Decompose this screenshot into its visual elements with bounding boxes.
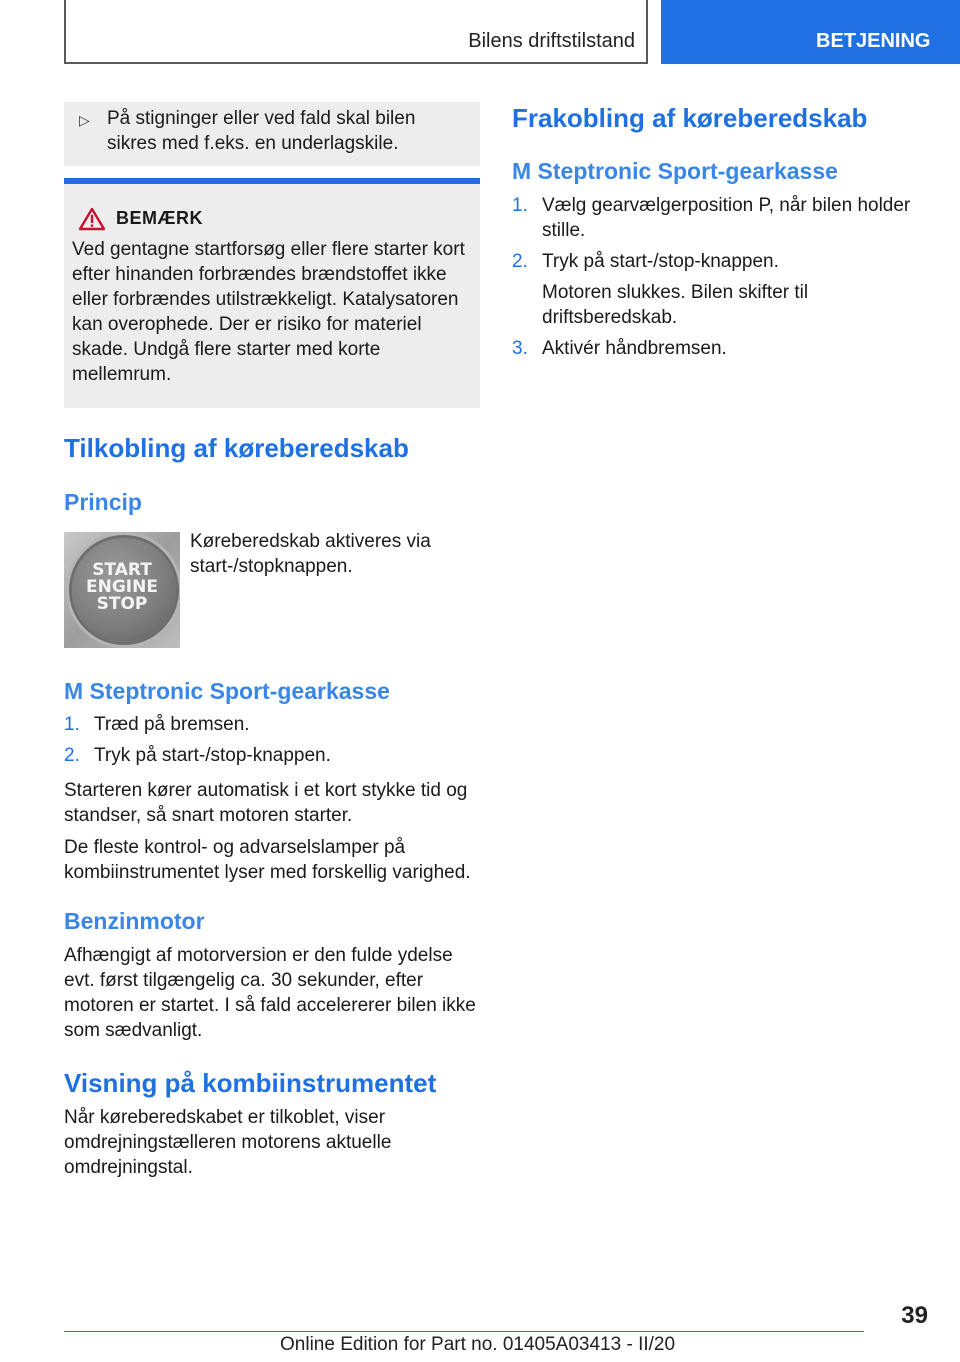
section-title: Bilens driftstilstand bbox=[468, 30, 635, 52]
start-stop-button-label: START ENGINE STOP bbox=[86, 560, 158, 614]
warning-header bbox=[78, 206, 470, 231]
chapter-tab[interactable] bbox=[661, 0, 960, 64]
list-item: 3. Aktivér håndbremsen. bbox=[512, 338, 727, 359]
warning-title: BEMÆRK bbox=[116, 208, 203, 228]
petrol-text: Afhængigt af motorversion er den fulde ydelse evt. først tilgængelig ca. 30 sekunder, efter motoren er startet. I så fald accelererer bilen ikke som sædvanligt. bbox=[64, 945, 476, 1041]
heading-connect: Tilkobling af køreberedskab bbox=[64, 433, 409, 463]
list-item: 1. Træd på bremsen. bbox=[64, 714, 250, 735]
lamps-text: De fleste kontrol- og advarselslamper på kombiinstrumentet lyser med forskellig varighed. bbox=[64, 837, 471, 883]
warning-triangle-icon bbox=[78, 207, 106, 231]
chapter-title: BETJENING bbox=[816, 29, 931, 52]
principle-text: Køreberedskab aktiveres via start-/stopknappen. bbox=[190, 531, 431, 577]
heading-display: Visning på kombiinstrumentet bbox=[64, 1068, 437, 1098]
steps-connect bbox=[64, 712, 484, 774]
heading-disconnect: Frakobling af køreberedskab bbox=[512, 103, 868, 133]
footer-divider bbox=[64, 1331, 864, 1332]
heading-petrol: Benzinmotor bbox=[64, 908, 205, 934]
list-item: 2. Tryk på start-/stop-knappen. bbox=[64, 745, 331, 766]
starter-text: Starteren kører automatisk i et kort stykke tid og standser, så snart motoren starter. bbox=[64, 780, 468, 826]
warning-box bbox=[64, 178, 480, 408]
warning-text: Ved gentagne startforsøg eller flere starter kort efter hinanden forbrændes brændstoffet ikke eller forbrændes utilstrækkeligt. Katalysatoren kan overophede. Der er risiko for materiel skade. Undgå flere starter med korte mellemrum. bbox=[72, 239, 465, 385]
display-text: Når køreberedskabet er tilkoblet, viser omdrejningstælleren motorens aktuelle omdrejningstal. bbox=[64, 1107, 392, 1178]
note-box bbox=[64, 102, 480, 166]
start-stop-button-image bbox=[64, 532, 180, 648]
list-item: 1. Vælg gearvælgerposition P, når bilen holder stille. bbox=[512, 195, 911, 241]
triangle-bullet-icon: ▷ bbox=[79, 112, 90, 128]
page-number: 39 bbox=[901, 1302, 928, 1329]
heading-principle: Princip bbox=[64, 489, 142, 515]
note-text: På stigninger eller ved fald skal bilen sikres med f.eks. en underlagskile. bbox=[107, 108, 416, 154]
heading-steptronic-right: M Steptronic Sport-gearkasse bbox=[512, 158, 838, 184]
edition-text: Online Edition for Part no. 01405A03413 - II/20 bbox=[280, 1334, 676, 1355]
heading-steptronic-left: M Steptronic Sport-gearkasse bbox=[64, 678, 390, 704]
steps-disconnect bbox=[512, 193, 912, 367]
list-item: 2. Tryk på start-/stop-knappen. Motoren slukkes. Bilen skifter til driftsberedskab. bbox=[512, 251, 809, 328]
